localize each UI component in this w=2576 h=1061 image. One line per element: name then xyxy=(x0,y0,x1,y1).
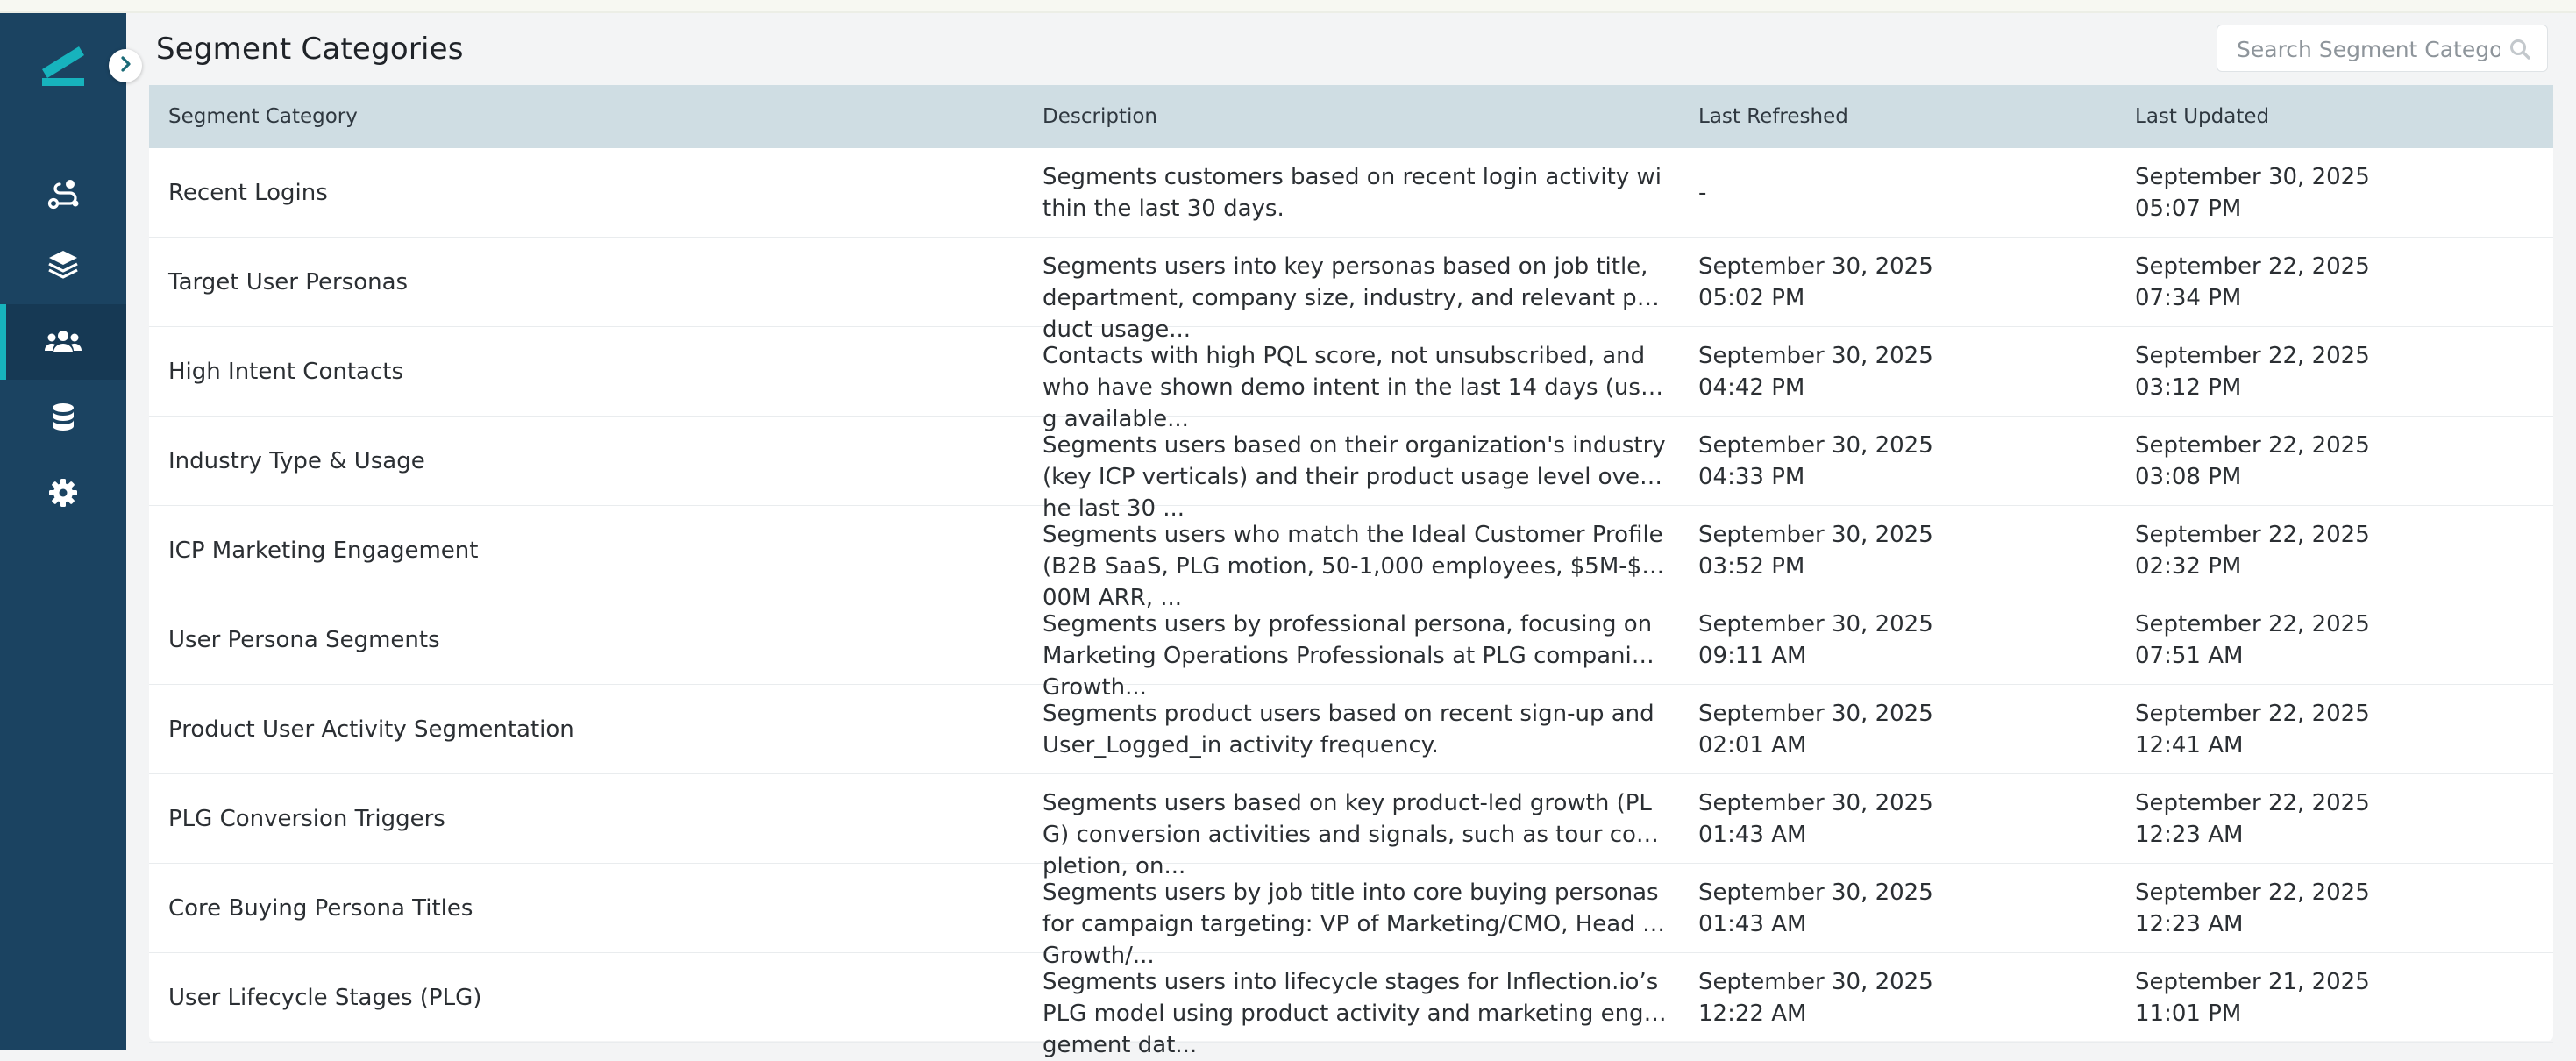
last-refreshed-time: 03:52 PM xyxy=(1698,553,1805,580)
description-text: Segments users who match the Ideal Customer Profile (B2B SaaS, PLG motion, 50-1,000 employees, $5M-$100M ARR, ... xyxy=(1042,522,1663,611)
search-input[interactable] xyxy=(2235,32,2501,66)
last-refreshed-cell xyxy=(1698,774,2102,864)
last-updated-cell xyxy=(2135,953,2538,1043)
last-refreshed-cell xyxy=(1698,148,2102,238)
table-row[interactable] xyxy=(149,417,2553,522)
last-refreshed-date: September 30, 2025 xyxy=(1698,879,1933,906)
last-refreshed-date: September 30, 2025 xyxy=(1698,969,1933,995)
layers-icon xyxy=(46,246,81,281)
last-updated-time: 07:34 PM xyxy=(2135,285,2242,311)
last-updated-date: September 22, 2025 xyxy=(2135,879,2370,906)
last-updated-time: 02:32 PM xyxy=(2135,553,2242,580)
last-refreshed-time: 05:02 PM xyxy=(1698,285,1805,311)
nav-item-settings[interactable] xyxy=(0,455,126,530)
description-cell xyxy=(1042,595,1667,701)
table-row[interactable] xyxy=(149,774,2553,879)
description-cell xyxy=(1042,148,1667,238)
last-updated-date: September 22, 2025 xyxy=(2135,253,2370,280)
journey-route-icon xyxy=(46,176,81,211)
table-row[interactable] xyxy=(149,238,2553,343)
last-refreshed-cell xyxy=(1698,417,2102,506)
table-row[interactable] xyxy=(149,327,2553,432)
last-refreshed-time: 04:33 PM xyxy=(1698,464,1805,490)
column-header-last-updated[interactable]: Last Updated xyxy=(2135,105,2270,128)
last-updated-cell xyxy=(2135,864,2538,953)
last-updated-time: 07:51 AM xyxy=(2135,643,2244,669)
last-refreshed-date: September 30, 2025 xyxy=(1698,343,1933,369)
last-refreshed-date: September 30, 2025 xyxy=(1698,253,1933,280)
description-cell xyxy=(1042,685,1667,774)
table-row[interactable] xyxy=(149,864,2553,969)
table-row[interactable] xyxy=(149,685,2553,774)
search-icon[interactable] xyxy=(2508,38,2531,61)
description-text: Segments users based on their organization's industry (key ICP verticals) and their product usage level over the last 30 ... xyxy=(1042,432,1666,522)
last-updated-time: 03:08 PM xyxy=(2135,464,2242,490)
last-updated-cell xyxy=(2135,595,2538,685)
app-logo[interactable] xyxy=(39,43,88,89)
last-refreshed-cell xyxy=(1698,953,2102,1043)
last-refreshed-time: 09:11 AM xyxy=(1698,643,1807,669)
last-refreshed-cell xyxy=(1698,506,2102,595)
last-updated-date: September 22, 2025 xyxy=(2135,611,2370,637)
segment-category-name: Recent Logins xyxy=(168,180,328,206)
segment-category-name: Industry Type & Usage xyxy=(168,448,425,474)
last-updated-time: 03:12 PM xyxy=(2135,374,2242,401)
last-refreshed-time: 01:43 AM xyxy=(1698,822,1807,848)
search-box[interactable] xyxy=(2217,25,2548,72)
last-updated-cell xyxy=(2135,774,2538,864)
last-refreshed-cell xyxy=(1698,238,2102,327)
last-refreshed-time: 04:42 PM xyxy=(1698,374,1805,401)
gear-icon xyxy=(46,475,81,510)
last-updated-time: 11:01 PM xyxy=(2135,1000,2242,1027)
description-text: Segments customers based on recent login activity within the last 30 days. xyxy=(1042,164,1662,222)
segment-category-name: Target User Personas xyxy=(168,269,409,296)
table-row[interactable] xyxy=(149,953,2553,1058)
last-updated-date: September 22, 2025 xyxy=(2135,522,2370,548)
last-refreshed-time: 01:43 AM xyxy=(1698,911,1807,937)
description-text: Segments users based on key product-led growth (PLG) conversion activities and signals, such as tour completion, on... xyxy=(1042,790,1659,879)
sidebar-collapse-button[interactable] xyxy=(109,49,142,82)
description-text: Segments users by job title into core buying personas for campaign targeting: VP of Marketing/CMO, Head of Growth/... xyxy=(1042,879,1665,969)
table-row[interactable] xyxy=(149,148,2553,238)
database-icon xyxy=(46,400,81,435)
last-refreshed-cell xyxy=(1698,685,2102,774)
description-cell xyxy=(1042,506,1667,611)
table-row[interactable] xyxy=(149,506,2553,611)
last-updated-date: September 22, 2025 xyxy=(2135,790,2370,816)
table-row[interactable] xyxy=(149,595,2553,701)
chevron-right-icon xyxy=(117,55,133,76)
last-updated-time: 05:07 PM xyxy=(2135,196,2242,222)
users-icon xyxy=(44,324,82,360)
last-updated-date: September 22, 2025 xyxy=(2135,701,2370,727)
description-cell xyxy=(1042,238,1667,343)
last-refreshed-date: September 30, 2025 xyxy=(1698,790,1933,816)
last-updated-cell xyxy=(2135,506,2538,595)
description-text: Contacts with high PQL score, not unsubscribed, and who have shown demo intent in the last 14 days (using available... xyxy=(1042,343,1662,432)
nav-item-journeys[interactable] xyxy=(0,156,126,231)
nav-item-layers[interactable] xyxy=(0,226,126,302)
description-cell xyxy=(1042,417,1667,522)
table-header xyxy=(149,85,2553,148)
last-refreshed-date: September 30, 2025 xyxy=(1698,522,1933,548)
page-title: Segment Categories xyxy=(156,32,464,67)
last-refreshed-time: 02:01 AM xyxy=(1698,732,1807,758)
segment-category-name: ICP Marketing Engagement xyxy=(168,538,479,564)
description-cell xyxy=(1042,953,1667,1058)
last-updated-cell xyxy=(2135,327,2538,417)
segment-category-name: Core Buying Persona Titles xyxy=(168,895,473,922)
description-cell xyxy=(1042,774,1667,879)
segment-category-name: PLG Conversion Triggers xyxy=(168,806,445,832)
last-updated-time: 12:23 AM xyxy=(2135,911,2244,937)
last-refreshed-date: September 30, 2025 xyxy=(1698,701,1933,727)
last-updated-cell xyxy=(2135,148,2538,238)
last-refreshed-cell xyxy=(1698,864,2102,953)
last-updated-time: 12:23 AM xyxy=(2135,822,2244,848)
segment-category-name: High Intent Contacts xyxy=(168,359,403,385)
last-updated-date: September 22, 2025 xyxy=(2135,432,2370,459)
nav-item-segments[interactable] xyxy=(0,304,126,380)
segment-category-name: User Lifecycle Stages (PLG) xyxy=(168,985,482,1011)
last-updated-cell xyxy=(2135,417,2538,506)
segment-categories-table xyxy=(149,85,2553,1058)
nav-item-data[interactable] xyxy=(0,380,126,455)
last-refreshed-date: - xyxy=(1698,180,1707,206)
last-updated-date: September 21, 2025 xyxy=(2135,969,2370,995)
column-header-segment-category[interactable]: Segment Category xyxy=(168,105,358,128)
description-text: Segments users into lifecycle stages for Inflection.io’s PLG model using product activity and marketing engagement dat... xyxy=(1042,969,1659,1058)
top-strip xyxy=(0,0,2576,13)
last-refreshed-date: September 30, 2025 xyxy=(1698,611,1933,637)
column-header-description[interactable]: Description xyxy=(1042,105,1157,128)
segment-category-name: Product User Activity Segmentation xyxy=(168,716,574,743)
segment-category-name: User Persona Segments xyxy=(168,627,440,653)
last-updated-date: September 22, 2025 xyxy=(2135,343,2370,369)
column-header-last-refreshed[interactable]: Last Refreshed xyxy=(1698,105,1848,128)
last-updated-date: September 30, 2025 xyxy=(2135,164,2370,190)
last-updated-cell xyxy=(2135,238,2538,327)
description-cell xyxy=(1042,327,1667,432)
last-updated-cell xyxy=(2135,685,2538,774)
last-refreshed-time: 12:22 AM xyxy=(1698,1000,1807,1027)
description-text: Segments users by professional persona, focusing on Marketing Operations Professionals at PLG companies, Growth... xyxy=(1042,611,1665,701)
description-text: Segments product users based on recent sign-up and User_Logged_in activity frequency. xyxy=(1042,701,1654,758)
last-refreshed-date: September 30, 2025 xyxy=(1698,432,1933,459)
last-refreshed-cell xyxy=(1698,327,2102,417)
last-updated-time: 12:41 AM xyxy=(2135,732,2244,758)
description-text: Segments users into key personas based on job title, department, company size, industry, and relevant product usage... xyxy=(1042,253,1660,343)
last-refreshed-cell xyxy=(1698,595,2102,685)
sidebar xyxy=(0,13,126,1050)
description-cell xyxy=(1042,864,1667,969)
